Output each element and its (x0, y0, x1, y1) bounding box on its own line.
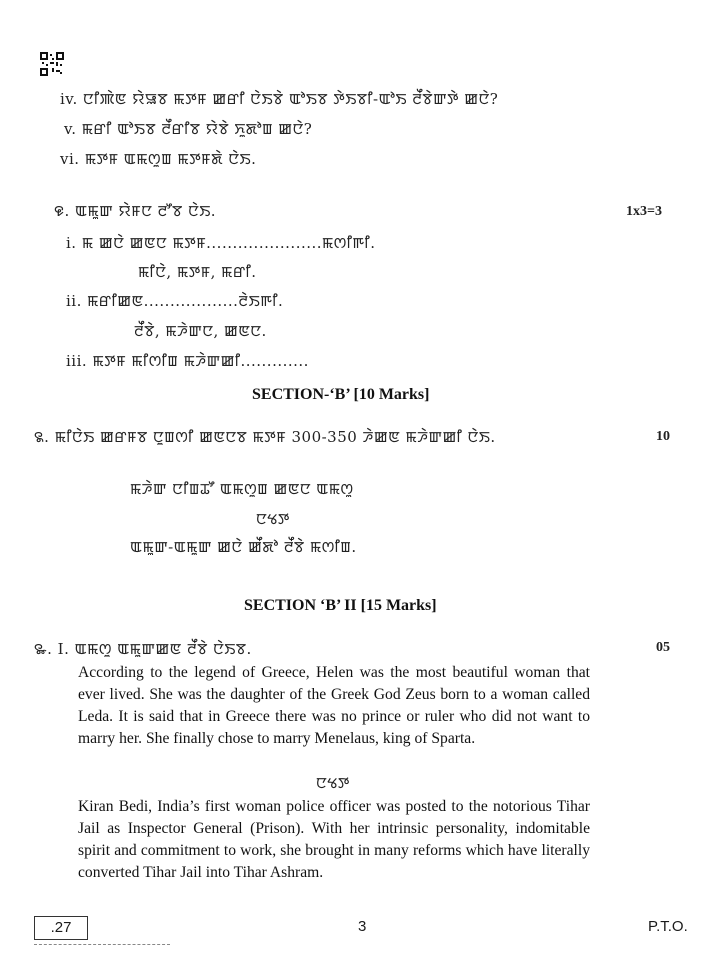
or-separator: ꯅꯠꯇ (316, 774, 350, 792)
section-b-question (34, 426, 496, 447)
item-number: iii. (66, 352, 88, 370)
item-number: ii. (66, 292, 82, 310)
passage-kiran-bedi: Kiran Bedi, India’s first woman police officer was posted to the notorious Tihar Jail as Inspector General (Prison). With her intrinsic personality, indomitable spirit and commitment to work, she brought in many reforms which have literally converted Tihar Jail into Tihar Ashram. (78, 798, 590, 881)
question-text: ꯃꯇꯝ ꯑꯃꯁꯨꯡ ꯃꯇꯝꯗꯥ ꯅꯥꯏ. (84, 150, 257, 168)
question-text: ꯑꯃꯁꯨ ꯑꯃꯨꯛꯀꯟ ꯂꯩꯕꯥ ꯅꯥꯏꯕ. (74, 640, 252, 658)
fill-item-ii (66, 290, 283, 311)
item-text: ꯃꯔꯤꯀꯟ..................ꯂꯥꯏꯒꯤ. (87, 292, 284, 310)
question-text: ꯃꯤꯅꯥꯏ ꯀꯔꯝꯕ ꯅꯨꯡꯁꯤ ꯀꯟꯅꯕ ꯃꯇꯝ 300-350 ꯍꯥꯀꯟ ꯃꯍꯥꯛꯀꯤ ꯅꯥꯏ. (54, 428, 496, 446)
item-number: i. (66, 234, 77, 252)
question-number: iv. (60, 90, 78, 108)
page-number: 3 (358, 918, 367, 935)
essay-option-2: ꯑꯃꯨꯛ-ꯑꯃꯨꯛ ꯀꯅꯥ ꯀꯩꯗꯣ ꯂꯩꯕꯥ ꯃꯁꯤꯡ. (130, 538, 357, 556)
item-text: ꯃꯇꯝ ꯃꯤꯁꯤꯡ ꯃꯍꯥꯛꯀꯤ............. (92, 352, 309, 370)
question-number: ꯳. I. (34, 640, 70, 658)
section-b2-heading: SECTION ‘B’ II [15 Marks] (244, 597, 437, 614)
question-number: vi. (60, 150, 80, 168)
divider (34, 944, 170, 945)
qr-code-icon (40, 52, 64, 76)
item-text: ꯃ ꯀꯅꯥ ꯀꯟꯅ ꯃꯇꯝ......................ꯃꯁꯤꯒꯤ. (81, 234, 376, 252)
question-text: ꯑꯃꯨꯛ ꯌꯥꯝꯅ ꯂꯧꯕ ꯅꯥꯏ. (75, 202, 217, 220)
paper-code: .27 (34, 916, 88, 940)
marks-label: 10 (656, 429, 670, 444)
marks-label: 05 (656, 640, 670, 655)
fill-item-options: ꯂꯩꯕꯥ, ꯃꯍꯥꯛꯅ, ꯀꯟꯅ. (134, 322, 267, 340)
question-number: ꯲. (34, 428, 50, 446)
fill-item-i (66, 232, 375, 253)
question-v (64, 118, 312, 139)
question-number: ꯶. (54, 202, 70, 220)
fill-item-iii (66, 350, 309, 371)
question-vi (60, 148, 256, 169)
fill-item-options: ꯃꯤꯅꯥ, ꯃꯇꯝ, ꯃꯔꯤ. (138, 263, 257, 281)
marks-label: 1x3=3 (626, 204, 662, 219)
section-b2-question (34, 638, 252, 659)
question-text: ꯅꯤꯄꯥꯟ ꯌꯥꯎꯕ ꯃꯇꯝ ꯀꯔꯤ ꯅꯥꯏꯕꯥ ꯑꯣꯏꯕ ꯇꯥꯏꯕꯤ-ꯑꯣꯏ ꯂꯩꯕꯥꯛꯇꯥ ꯀꯅꯥ? (83, 90, 499, 108)
passage-helen: According to the legend of Greece, Helen was the most beautiful woman that ever lived. She was the daughter of the Greek God Zeus born to a woman called Leda. It is said that in Greece there was no prince or ruler who did not want to marry her. She finally chose to marry Menelaus, king of Sparta. (78, 664, 590, 747)
question-text: ꯃꯔꯤ ꯑꯣꯏꯕ ꯂꯩꯔꯤꯕ ꯌꯥꯕꯥ ꯈꯨꯗꯣꯡ ꯀꯅꯥ? (81, 120, 313, 138)
question-number: v. (64, 120, 77, 138)
section-b-heading: SECTION-‘B’ [10 Marks] (252, 386, 430, 403)
question-iv (60, 88, 498, 109)
or-separator: ꯅꯠꯇ (256, 510, 290, 528)
pto-label: P.T.O. (648, 918, 688, 935)
essay-option-1: ꯃꯍꯥꯛ ꯅꯤꯡꯊꯧ ꯑꯃꯁꯨꯡ ꯀꯟꯅ ꯑꯃꯁꯨ (130, 480, 354, 498)
question-fill-heading (54, 200, 216, 221)
